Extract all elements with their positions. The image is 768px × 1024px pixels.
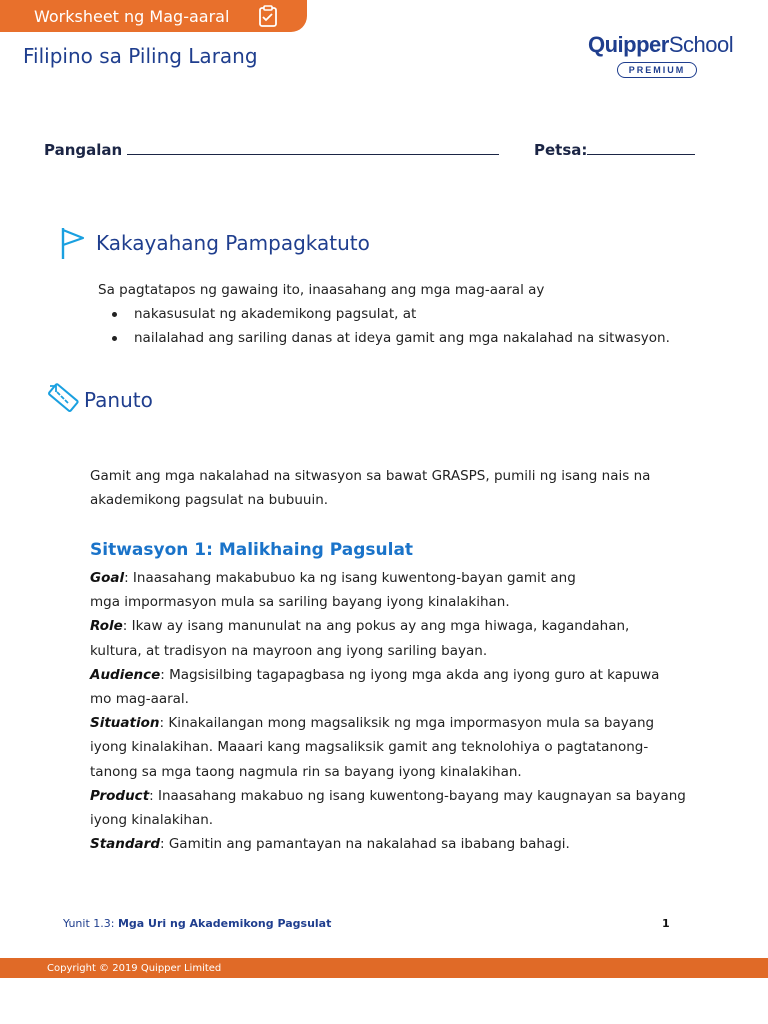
date-label: Petsa: <box>534 141 588 159</box>
date-blank-line[interactable] <box>587 141 695 155</box>
instructions-line: Gamit ang mga nakalahad na sitwasyon sa bawat GRASPS, pumili ng isang nais na <box>90 468 651 484</box>
name-label: Pangalan <box>44 141 123 159</box>
worksheet-tab-label: Worksheet ng Mag-aaral <box>34 6 230 26</box>
situation-label: Situation <box>90 715 160 732</box>
date-field[interactable] <box>534 141 695 159</box>
objectives-heading <box>60 226 370 260</box>
goal-label: Goal <box>90 570 125 586</box>
audience-entry <box>90 663 665 711</box>
standard-entry <box>90 832 690 856</box>
copyright-text: Copyright © 2019 Quipper Limited <box>47 962 222 974</box>
unit-prefix: Yunit 1.3: <box>63 917 118 930</box>
worksheet-tab <box>0 0 307 32</box>
role-label: Role <box>90 618 123 635</box>
product-entry <box>90 784 690 832</box>
objectives-title: Kakayahang Pampagkatuto <box>96 231 370 255</box>
brand-name-light: School <box>668 32 734 57</box>
brand-name-bold: Quipper <box>588 32 669 57</box>
product-label: Product <box>90 787 150 804</box>
copyright-bar <box>0 958 768 978</box>
brand-logo <box>588 32 733 78</box>
goal-entry <box>90 566 590 614</box>
situation-text: : Kinakailangan mong magsaliksik ng mga impormasyon mula sa bayang iyong kinalakihan. Maaari kang magsaliksik gamit ang teknolohiya o pagtatanong-tanong sa mga taong nagmula rin sa bayang iyong kinalakihan. <box>90 715 655 780</box>
instructions-heading <box>46 382 153 418</box>
clipboard-check-icon <box>258 5 278 27</box>
instructions-line: akademikong pagsulat na bubuuin. <box>90 492 329 508</box>
grasps-details <box>90 566 690 856</box>
name-field[interactable] <box>44 141 499 159</box>
situation-title: Sitwasyon 1: Malikhaing Pagsulat <box>90 540 414 560</box>
audience-text: : Magsisilbing tagapagbasa ng iyong mga akda ang iyong guro at kapuwa mo mag-aaral. <box>90 666 660 708</box>
audience-label: Audience <box>90 666 161 683</box>
name-blank-line[interactable] <box>127 141 499 155</box>
footer-unit <box>63 917 331 930</box>
goal-text: : Inaasahang makabubuo ka ng isang kuwentong-bayan gamit ang mga impormasyon mula sa sariling bayang iyong kinalakihan. <box>90 570 576 611</box>
standard-label: Standard <box>90 836 160 853</box>
situation-entry <box>90 711 685 784</box>
product-text: : Inaasahang makabuo ng isang kuwentong-bayang may kaugnayan sa bayang iyong kinalakihan. <box>90 787 686 829</box>
subject-title: Filipino sa Piling Larang <box>23 44 258 68</box>
unit-title: Mga Uri ng Akademikong Pagsulat <box>117 917 332 930</box>
standard-text: : Gamitin ang pamantayan na nakalahad sa ibabang bahagi. <box>160 836 570 853</box>
pencil-ruler-icon <box>46 382 80 418</box>
premium-badge: PREMIUM <box>617 62 697 78</box>
role-entry <box>90 614 675 662</box>
page-number: 1 <box>662 917 670 930</box>
instructions-text <box>90 464 690 512</box>
instructions-title: Panuto <box>84 388 153 412</box>
role-text: : Ikaw ay isang manunulat na ang pokus ay ang mga hiwaga, kagandahan, kultura, at tradisyon na mayroon ang iyong sariling bayan. <box>90 618 630 659</box>
objectives-intro: Sa pagtatapos ng gawaing ito, inaasahang ang mga mag-aaral ay <box>98 282 545 298</box>
list-item: nakasusulat ng akademikong pagsulat, at <box>110 302 670 326</box>
flag-icon <box>60 226 86 260</box>
list-item: nailalahad ang sariling danas at ideya gamit ang mga nakalahad na sitwasyon. <box>110 326 670 350</box>
objectives-list <box>110 302 670 350</box>
